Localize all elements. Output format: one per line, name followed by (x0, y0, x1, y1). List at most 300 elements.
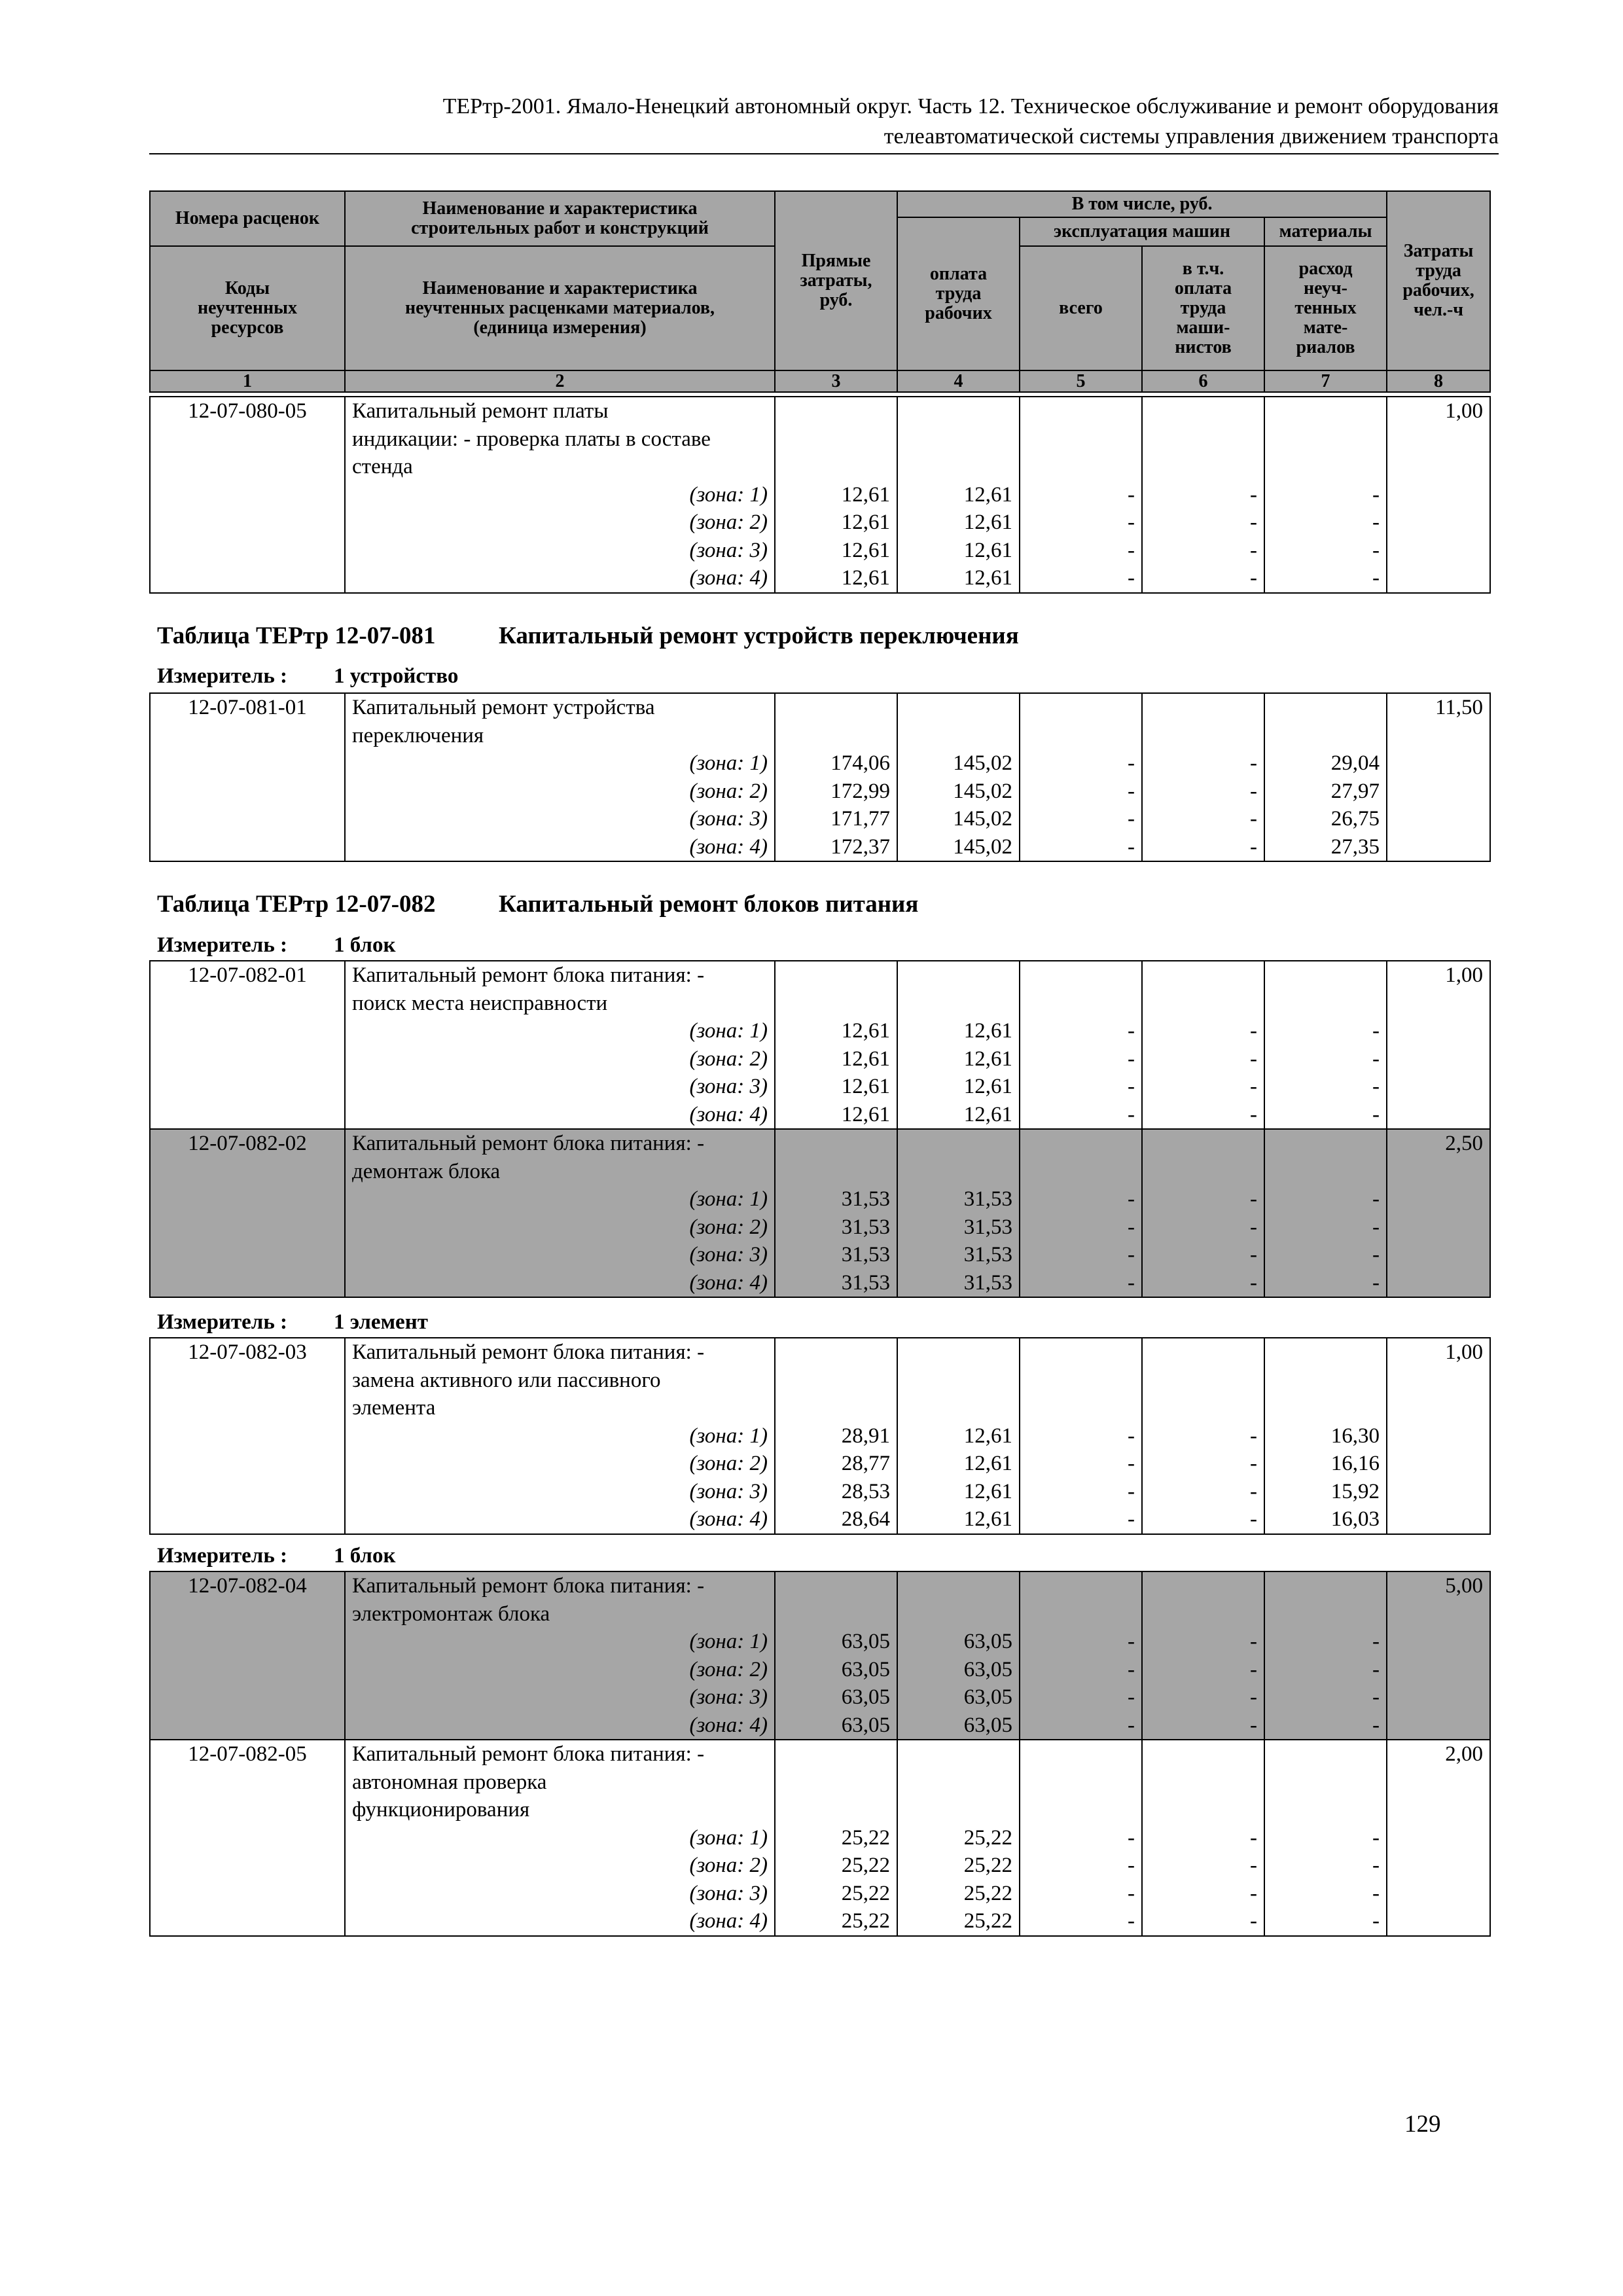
zone-label: (зона: 3) (345, 1241, 775, 1269)
direct-cost: 63,05 (775, 1712, 897, 1740)
zone-row (150, 1683, 1490, 1712)
operators-cost: - (1142, 1422, 1264, 1450)
cell-empty (1020, 1740, 1142, 1824)
cell-empty (1142, 1129, 1264, 1185)
machines-cost: - (1020, 1628, 1142, 1656)
cell-empty (1142, 693, 1264, 749)
direct-cost: 12,61 (775, 1045, 897, 1073)
rate-entry (150, 1740, 1490, 1936)
rate-name: Капитальный ремонт блока питания: - электромонтаж блока (345, 1571, 775, 1628)
header-work-name: Наименование и характеристика строительных работ и конструкций (345, 191, 775, 246)
materials-cost: - (1264, 1628, 1387, 1656)
section-block (149, 396, 1491, 594)
materials-cost: - (1264, 1880, 1387, 1908)
rate-name: Капитальный ремонт блока питания: - замена активного или пассивного элемента (345, 1338, 775, 1422)
cell-empty (1142, 1571, 1264, 1628)
col-number: 6 (1142, 370, 1264, 392)
header-resource-codes: Коды неучтенных ресурсов (150, 246, 345, 370)
header-operators-wage: в т.ч. оплата труда маши- нистов (1142, 246, 1264, 370)
wage-cost: 63,05 (897, 1683, 1020, 1712)
operators-cost: - (1142, 1017, 1264, 1045)
direct-cost: 12,61 (775, 564, 897, 593)
header-line-2: телеавтоматической системы управления движением транспорта (883, 124, 1499, 149)
cell-empty (1264, 1338, 1387, 1422)
zone-label: (зона: 4) (345, 1712, 775, 1740)
machines-cost: - (1020, 509, 1142, 537)
zone-row (150, 1045, 1490, 1073)
cell-empty (775, 693, 897, 749)
wage-cost: 12,61 (897, 509, 1020, 537)
direct-cost: 31,53 (775, 1213, 897, 1242)
header-labor-costs: Затраты труда рабочих, чел.-ч (1387, 191, 1490, 370)
operators-cost: - (1142, 1683, 1264, 1712)
materials-cost: - (1264, 1852, 1387, 1880)
wage-cost: 12,61 (897, 1073, 1020, 1101)
operators-cost: - (1142, 509, 1264, 537)
wage-cost: 145,02 (897, 833, 1020, 862)
zone-label: (зона: 3) (345, 1073, 775, 1101)
measure-label: Измеритель : (157, 1544, 288, 1568)
machines-cost: - (1020, 749, 1142, 778)
direct-cost: 12,61 (775, 1101, 897, 1130)
machines-cost: - (1020, 1045, 1142, 1073)
rate-entry (150, 1338, 1490, 1534)
operators-cost: - (1142, 1478, 1264, 1506)
measure-label: Измеритель : (157, 1310, 288, 1334)
direct-cost: 25,22 (775, 1880, 897, 1908)
wage-cost: 12,61 (897, 481, 1020, 509)
zone-label: (зона: 2) (345, 778, 775, 806)
direct-cost: 12,61 (775, 1073, 897, 1101)
rate-name: Капитальный ремонт устройства переключения (345, 693, 775, 749)
cell-empty (1264, 1129, 1387, 1185)
cell-empty (897, 1129, 1020, 1185)
materials-cost: 29,04 (1264, 749, 1387, 778)
operators-cost: - (1142, 749, 1264, 778)
direct-cost: 171,77 (775, 805, 897, 833)
zone-label: (зона: 2) (345, 1656, 775, 1684)
zone-label: (зона: 1) (345, 749, 775, 778)
zone-label: (зона: 1) (345, 1422, 775, 1450)
cell-empty (897, 1740, 1020, 1824)
machines-cost: - (1020, 1824, 1142, 1852)
wage-cost: 63,05 (897, 1712, 1020, 1740)
machines-cost: - (1020, 1422, 1142, 1450)
materials-cost: - (1264, 1824, 1387, 1852)
rate-code: 12-07-080-05 (150, 397, 345, 593)
zone-row (150, 1241, 1490, 1269)
rates-table (149, 1337, 1491, 1535)
labor-cost: 5,00 (1387, 1571, 1490, 1740)
wage-cost: 145,02 (897, 778, 1020, 806)
cell-empty (897, 397, 1020, 481)
cell-empty (1020, 1571, 1142, 1628)
table-title (157, 890, 919, 919)
wage-cost: 12,61 (897, 1017, 1020, 1045)
operators-cost: - (1142, 564, 1264, 593)
zone-label: (зона: 3) (345, 537, 775, 565)
col-number: 3 (775, 370, 897, 392)
machines-cost: - (1020, 778, 1142, 806)
operators-cost: - (1142, 1824, 1264, 1852)
cell-empty (1264, 1571, 1387, 1628)
table-title-name: Капитальный ремонт блоков питания (499, 891, 919, 918)
direct-cost: 31,53 (775, 1269, 897, 1298)
rate-entry (150, 961, 1490, 1129)
rate-entry (150, 1129, 1490, 1297)
labor-cost: 11,50 (1387, 693, 1490, 861)
direct-cost: 63,05 (775, 1656, 897, 1684)
labor-cost: 1,00 (1387, 961, 1490, 1129)
table-title-code: Таблица ТЕРтр 12-07-081 (157, 622, 436, 649)
direct-cost: 25,22 (775, 1824, 897, 1852)
cell-empty (897, 693, 1020, 749)
direct-cost: 63,05 (775, 1683, 897, 1712)
section-block (149, 692, 1491, 862)
machines-cost: - (1020, 1852, 1142, 1880)
materials-cost: - (1264, 1907, 1387, 1936)
cell-empty (1264, 1740, 1387, 1824)
materials-cost: - (1264, 1656, 1387, 1684)
materials-cost: - (1264, 509, 1387, 537)
zone-row (150, 1017, 1490, 1045)
header-material-name: Наименование и характеристика неучтенных расценками материалов, (единица измерения) (345, 246, 775, 370)
rate-name: Капитальный ремонт блока питания: - автономная проверка функционирования (345, 1740, 775, 1824)
cell-empty (1264, 693, 1387, 749)
cell-empty (1142, 1338, 1264, 1422)
direct-cost: 25,22 (775, 1907, 897, 1936)
zone-label: (зона: 2) (345, 1045, 775, 1073)
header-wage: оплата труда рабочих (897, 217, 1020, 370)
wage-cost: 63,05 (897, 1628, 1020, 1656)
zone-row (150, 1907, 1490, 1936)
table-title (157, 622, 1019, 651)
zone-label: (зона: 4) (345, 564, 775, 593)
zone-label: (зона: 1) (345, 1185, 775, 1213)
measure-label: Измеритель : (157, 933, 288, 957)
rate-name: Капитальный ремонт платы индикации: - проверка платы в составе стенда (345, 397, 775, 481)
wage-cost: 12,61 (897, 1505, 1020, 1534)
zone-label: (зона: 1) (345, 481, 775, 509)
cell-empty (1142, 1740, 1264, 1824)
wage-cost: 145,02 (897, 805, 1020, 833)
header-unaccounted-materials: расход неуч- тенных мате- риалов (1264, 246, 1387, 370)
operators-cost: - (1142, 1450, 1264, 1478)
header-machines-total: всего (1020, 246, 1142, 370)
col-number: 7 (1264, 370, 1387, 392)
cell-empty (775, 1129, 897, 1185)
col-number: 8 (1387, 370, 1490, 392)
machines-cost: - (1020, 1907, 1142, 1936)
operators-cost: - (1142, 1241, 1264, 1269)
header-line-1: ТЕРтр-2001. Ямало-Ненецкий автономный округ. Часть 12. Техническое обслуживание и ремонт оборудования (442, 94, 1499, 118)
zone-row (150, 1422, 1490, 1450)
zone-row (150, 1478, 1490, 1506)
measure-line (157, 1309, 428, 1335)
zone-label: (зона: 2) (345, 509, 775, 537)
direct-cost: 28,77 (775, 1450, 897, 1478)
zone-row (150, 749, 1490, 778)
materials-cost: - (1264, 1185, 1387, 1213)
section-block (149, 960, 1491, 1298)
measure-line (157, 663, 459, 689)
wage-cost: 12,61 (897, 1450, 1020, 1478)
zone-row (150, 509, 1490, 537)
operators-cost: - (1142, 833, 1264, 862)
entry-title-row (150, 1129, 1490, 1185)
rates-table (149, 692, 1491, 862)
materials-cost: 27,35 (1264, 833, 1387, 862)
labor-cost: 1,00 (1387, 1338, 1490, 1534)
rates-table (149, 960, 1491, 1298)
operators-cost: - (1142, 1045, 1264, 1073)
materials-cost: 27,97 (1264, 778, 1387, 806)
machines-cost: - (1020, 1478, 1142, 1506)
materials-cost: - (1264, 481, 1387, 509)
wage-cost: 145,02 (897, 749, 1020, 778)
header-machines-group: эксплуатация машин (1020, 217, 1264, 246)
operators-cost: - (1142, 1213, 1264, 1242)
machines-cost: - (1020, 564, 1142, 593)
operators-cost: - (1142, 1852, 1264, 1880)
materials-cost: - (1264, 1712, 1387, 1740)
zone-label: (зона: 4) (345, 833, 775, 862)
section-block (149, 1571, 1491, 1937)
rate-entry (150, 693, 1490, 861)
zone-row (150, 833, 1490, 862)
materials-cost: - (1264, 1017, 1387, 1045)
wage-cost: 31,53 (897, 1185, 1020, 1213)
cell-empty (1264, 961, 1387, 1017)
zone-row (150, 1824, 1490, 1852)
entry-title-row (150, 1338, 1490, 1422)
direct-cost: 31,53 (775, 1185, 897, 1213)
zone-row (150, 481, 1490, 509)
machines-cost: - (1020, 833, 1142, 862)
header-materials-group: материалы (1264, 217, 1387, 246)
machines-cost: - (1020, 1185, 1142, 1213)
zone-label: (зона: 4) (345, 1907, 775, 1936)
cell-empty (775, 1740, 897, 1824)
cell-empty (775, 397, 897, 481)
materials-cost: 16,16 (1264, 1450, 1387, 1478)
operators-cost: - (1142, 481, 1264, 509)
materials-cost: - (1264, 1101, 1387, 1130)
machines-cost: - (1020, 1712, 1142, 1740)
wage-cost: 12,61 (897, 1101, 1020, 1130)
zone-row (150, 564, 1490, 593)
zone-row (150, 1073, 1490, 1101)
zone-row (150, 1505, 1490, 1534)
zone-row (150, 1628, 1490, 1656)
materials-cost: - (1264, 1045, 1387, 1073)
entry-title-row (150, 1740, 1490, 1824)
operators-cost: - (1142, 537, 1264, 565)
cell-empty (897, 961, 1020, 1017)
zone-label: (зона: 4) (345, 1269, 775, 1298)
machines-cost: - (1020, 1880, 1142, 1908)
machines-cost: - (1020, 1101, 1142, 1130)
col-number: 2 (345, 370, 775, 392)
section-block (149, 1337, 1491, 1535)
rates-table (149, 396, 1491, 594)
wage-cost: 31,53 (897, 1241, 1020, 1269)
cell-empty (775, 961, 897, 1017)
machines-cost: - (1020, 1073, 1142, 1101)
direct-cost: 25,22 (775, 1852, 897, 1880)
wage-cost: 12,61 (897, 537, 1020, 565)
col-number: 5 (1020, 370, 1142, 392)
zone-row (150, 1269, 1490, 1298)
page-header (149, 92, 1499, 154)
measure-value: 1 устройство (334, 664, 459, 688)
operators-cost: - (1142, 1656, 1264, 1684)
entry-title-row (150, 693, 1490, 749)
zone-label: (зона: 3) (345, 1478, 775, 1506)
cell-empty (1020, 693, 1142, 749)
machines-cost: - (1020, 805, 1142, 833)
direct-cost: 28,64 (775, 1505, 897, 1534)
wage-cost: 25,22 (897, 1907, 1020, 1936)
rate-entry (150, 397, 1490, 593)
materials-cost: - (1264, 537, 1387, 565)
zone-row (150, 1450, 1490, 1478)
cell-empty (775, 1338, 897, 1422)
operators-cost: - (1142, 1101, 1264, 1130)
machines-cost: - (1020, 1017, 1142, 1045)
zone-row (150, 1712, 1490, 1740)
machines-cost: - (1020, 1241, 1142, 1269)
operators-cost: - (1142, 1073, 1264, 1101)
wage-cost: 12,61 (897, 564, 1020, 593)
zone-row (150, 537, 1490, 565)
rate-code: 12-07-082-05 (150, 1740, 345, 1936)
direct-cost: 31,53 (775, 1241, 897, 1269)
rate-code: 12-07-082-03 (150, 1338, 345, 1534)
operators-cost: - (1142, 1907, 1264, 1936)
zone-label: (зона: 4) (345, 1505, 775, 1534)
rate-entry (150, 1571, 1490, 1740)
rate-name: Капитальный ремонт блока питания: - демонтаж блока (345, 1129, 775, 1185)
materials-cost: 26,75 (1264, 805, 1387, 833)
labor-cost: 2,00 (1387, 1740, 1490, 1936)
materials-cost: 16,03 (1264, 1505, 1387, 1534)
measure-label: Измеритель : (157, 664, 288, 688)
machines-cost: - (1020, 537, 1142, 565)
wage-cost: 25,22 (897, 1880, 1020, 1908)
zone-row (150, 1880, 1490, 1908)
measure-line (157, 1543, 396, 1569)
measure-line (157, 932, 396, 958)
machines-cost: - (1020, 1213, 1142, 1242)
zone-label: (зона: 2) (345, 1852, 775, 1880)
header-rate-numbers: Номера расценок (150, 191, 345, 246)
operators-cost: - (1142, 805, 1264, 833)
operators-cost: - (1142, 1185, 1264, 1213)
machines-cost: - (1020, 1683, 1142, 1712)
cell-empty (1020, 961, 1142, 1017)
cell-empty (1264, 397, 1387, 481)
wage-cost: 25,22 (897, 1824, 1020, 1852)
direct-cost: 12,61 (775, 509, 897, 537)
zone-label: (зона: 2) (345, 1450, 775, 1478)
direct-cost: 172,99 (775, 778, 897, 806)
rate-code: 12-07-081-01 (150, 693, 345, 861)
rates-table (149, 1571, 1491, 1937)
materials-cost: 15,92 (1264, 1478, 1387, 1506)
zone-row (150, 778, 1490, 806)
zone-label: (зона: 1) (345, 1017, 775, 1045)
measure-value: 1 блок (334, 1544, 396, 1568)
materials-cost: - (1264, 1073, 1387, 1101)
page-number: 129 (1404, 2111, 1441, 2138)
machines-cost: - (1020, 1656, 1142, 1684)
table-header (149, 190, 1491, 393)
measure-value: 1 блок (334, 933, 396, 957)
zone-label: (зона: 3) (345, 1880, 775, 1908)
column-number-row (150, 370, 1490, 392)
col-number: 1 (150, 370, 345, 392)
direct-cost: 28,91 (775, 1422, 897, 1450)
wage-cost: 63,05 (897, 1656, 1020, 1684)
zone-label: (зона: 1) (345, 1824, 775, 1852)
operators-cost: - (1142, 778, 1264, 806)
entry-title-row (150, 961, 1490, 1017)
zone-label: (зона: 3) (345, 1683, 775, 1712)
cell-empty (1142, 961, 1264, 1017)
measure-value: 1 элемент (334, 1310, 428, 1334)
entry-title-row (150, 1571, 1490, 1628)
machines-cost: - (1020, 1269, 1142, 1298)
direct-cost: 172,37 (775, 833, 897, 862)
direct-cost: 174,06 (775, 749, 897, 778)
machines-cost: - (1020, 1505, 1142, 1534)
machines-cost: - (1020, 481, 1142, 509)
direct-cost: 28,53 (775, 1478, 897, 1506)
labor-cost: 1,00 (1387, 397, 1490, 593)
operators-cost: - (1142, 1712, 1264, 1740)
operators-cost: - (1142, 1505, 1264, 1534)
wage-cost: 31,53 (897, 1269, 1020, 1298)
zone-row (150, 1213, 1490, 1242)
operators-cost: - (1142, 1269, 1264, 1298)
table-title-name: Капитальный ремонт устройств переключения (499, 622, 1019, 649)
wage-cost: 25,22 (897, 1852, 1020, 1880)
header-including-group: В том числе, руб. (897, 191, 1387, 217)
table-title-code: Таблица ТЕРтр 12-07-082 (157, 891, 436, 918)
rate-code: 12-07-082-02 (150, 1129, 345, 1297)
cell-empty (775, 1571, 897, 1628)
rate-code: 12-07-082-01 (150, 961, 345, 1129)
zone-label: (зона: 4) (345, 1101, 775, 1130)
materials-cost: 16,30 (1264, 1422, 1387, 1450)
materials-cost: - (1264, 1241, 1387, 1269)
entry-title-row (150, 397, 1490, 481)
cell-empty (1020, 1129, 1142, 1185)
col-number: 4 (897, 370, 1020, 392)
rate-code: 12-07-082-04 (150, 1571, 345, 1740)
rate-name: Капитальный ремонт блока питания: - поиск места неисправности (345, 961, 775, 1017)
machines-cost: - (1020, 1450, 1142, 1478)
zone-label: (зона: 2) (345, 1213, 775, 1242)
operators-cost: - (1142, 1628, 1264, 1656)
materials-cost: - (1264, 1269, 1387, 1298)
materials-cost: - (1264, 1213, 1387, 1242)
zone-row (150, 805, 1490, 833)
header-direct-costs: Прямые затраты, руб. (775, 191, 897, 370)
wage-cost: 31,53 (897, 1213, 1020, 1242)
materials-cost: - (1264, 564, 1387, 593)
